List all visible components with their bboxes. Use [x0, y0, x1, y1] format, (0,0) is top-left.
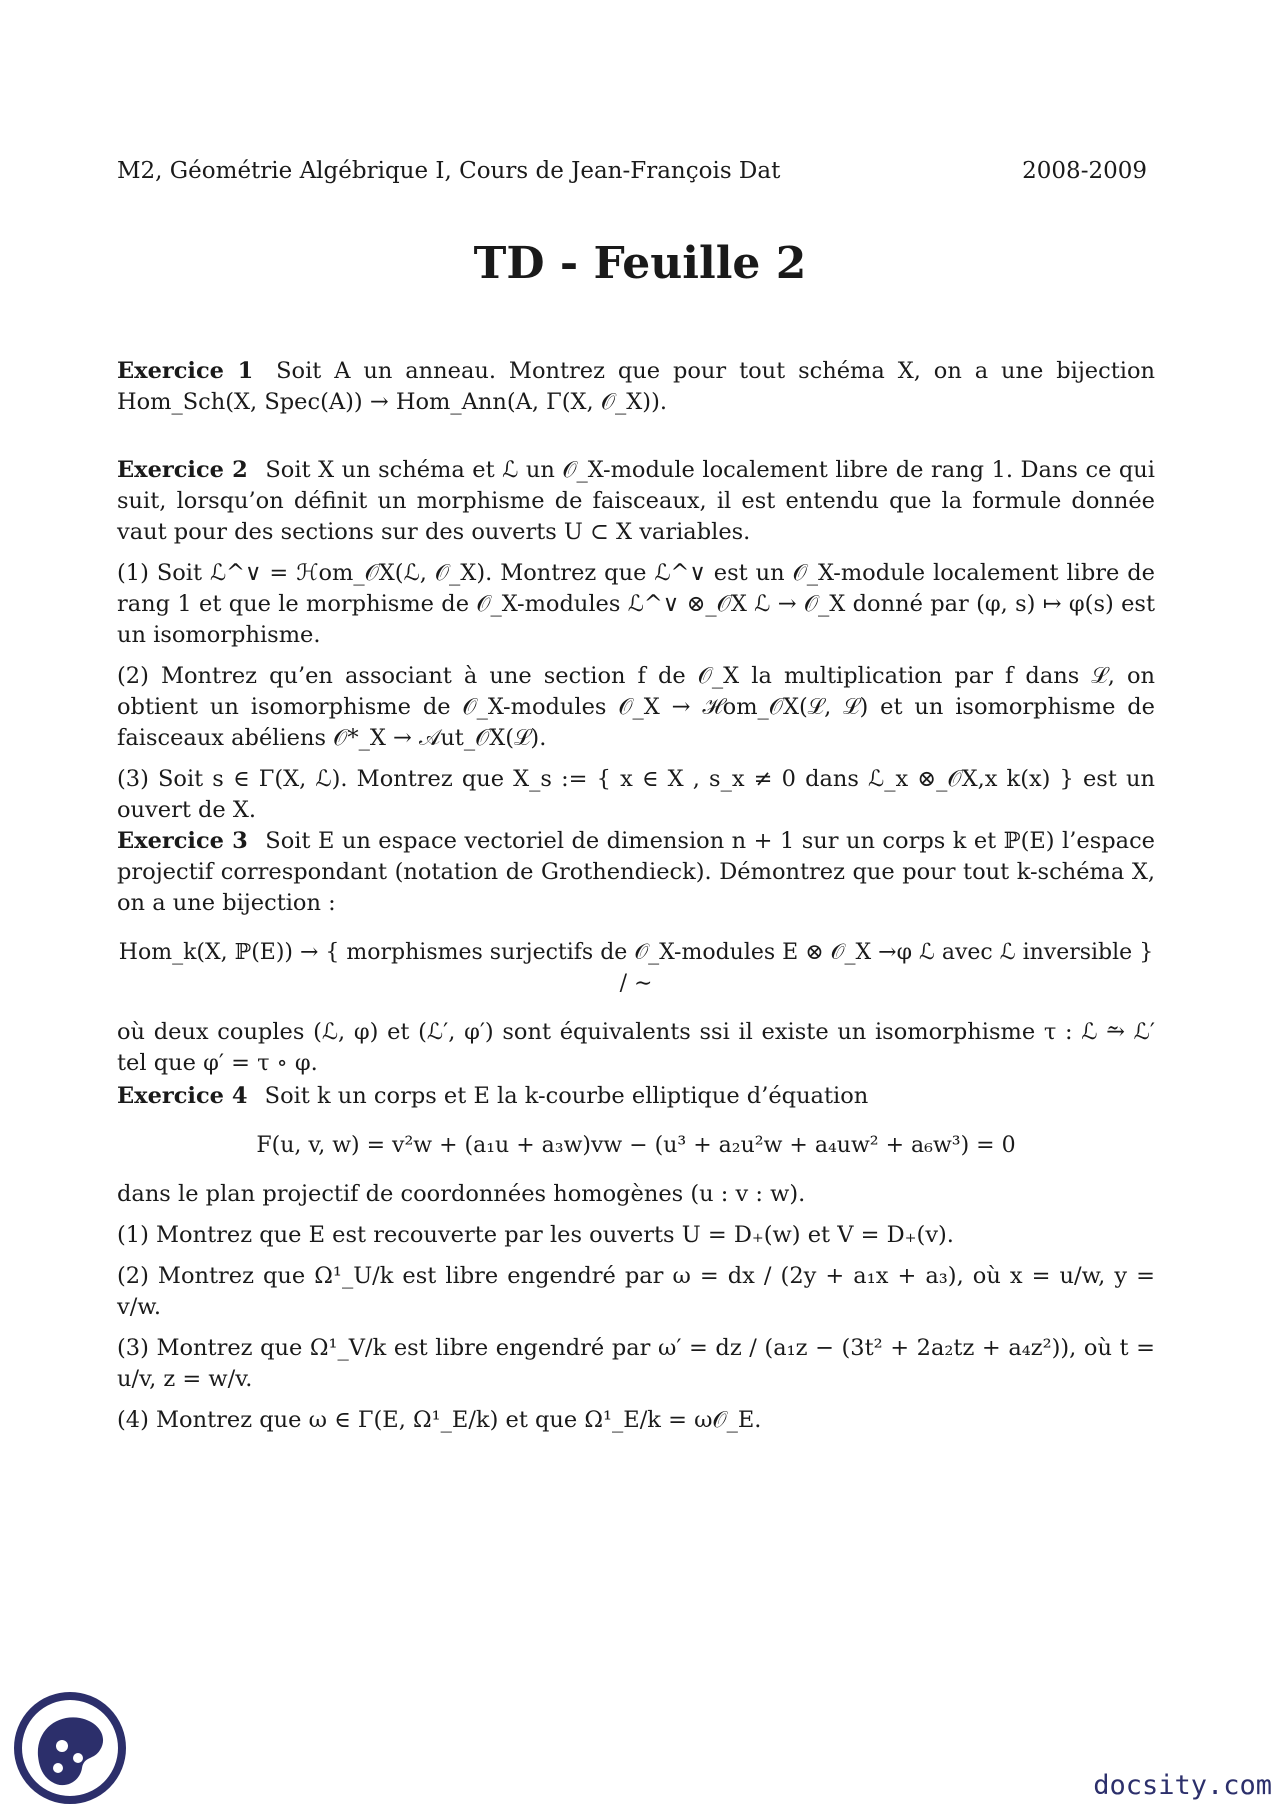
exercise-label: Exercice 4: [117, 1083, 248, 1109]
exercise-2: [117, 455, 1155, 826]
docsity-logo-icon: [8, 1686, 138, 1804]
exercise-3: [117, 826, 1155, 1079]
exercise-item: (1) Soit ℒ^∨ = ℋom_𝒪X(ℒ, 𝒪_X). Montrez que ℒ^∨ est un 𝒪_X-module localement libre de rang 1 et que le morphisme de 𝒪_X-modules ℒ^∨ ⊗_𝒪X ℒ → 𝒪_X donné par (φ, s) ↦ φ(s) est un isomorphisme.: [117, 560, 1155, 648]
exercise-item: (3) Soit s ∈ Γ(X, ℒ). Montrez que X_s := { x ∈ X , s_x ≠ 0 dans ℒ_x ⊗_𝒪X,x k(x) } est un ouvert de X.: [117, 766, 1155, 823]
exercise-text: dans le plan projectif de coordonnées homogènes (u : v : w).: [117, 1181, 806, 1207]
display-formula: F(u, v, w) = v²w + (a₁u + a₃w)vw − (u³ + a₂u²w + a₄uw² + a₆w³) = 0: [256, 1133, 1016, 1158]
exercise-text: Soit E un espace vectoriel de dimension n + 1 sur un corps k et ℙ(E) l’espace projectif correspondant (notation de Grothendieck). Démontrez que pour tout k-schéma X, on a une bijection :: [117, 828, 1155, 916]
page-header: [117, 158, 1147, 184]
exercise-label: Exercice 2: [117, 457, 248, 483]
exercise-item: (2) Montrez que Ω¹_U/k est libre engendré par ω = dx / (2y + a₁x + a₃), où x = u/w, y = v/w.: [117, 1263, 1155, 1320]
exercise-text: Soit X un schéma et ℒ un 𝒪_X-module localement libre de rang 1. Dans ce qui suit, lorsqu’on définit un morphisme de faisceaux, il est entendu que la formule donnée vaut pour des sections sur des ouverts U ⊂ X variables.: [117, 457, 1155, 545]
exercise-text: Soit A un anneau. Montrez que pour tout schéma X, on a une bijection Hom_Sch(X, Spec(A)) → Hom_Ann(A, Γ(X, 𝒪_X)).: [117, 358, 1155, 415]
exercise-label: Exercice 3: [117, 828, 248, 854]
page-title: TD - Feuille 2: [473, 238, 807, 289]
exercise-1: [117, 356, 1155, 418]
exercise-text: où deux couples (ℒ, φ) et (ℒ′, φ′) sont équivalents ssi il existe un isomorphisme τ : ℒ ⥲ ℒ′ tel que φ′ = τ ∘ φ.: [117, 1019, 1155, 1076]
header-year: 2008-2009: [1022, 158, 1147, 184]
exercise-item: (4) Montrez que ω ∈ Γ(E, Ω¹_E/k) et que Ω¹_E/k = ω𝒪_E.: [117, 1407, 762, 1433]
exercise-item: (1) Montrez que E est recouverte par les ouverts U = D₊(w) et V = D₊(v).: [117, 1222, 954, 1248]
exercise-item: (3) Montrez que Ω¹_V/k est libre engendré par ω′ = dz / (a₁z − (3t² + 2a₂tz + a₄z²)), où t = u/v, z = w/v.: [117, 1335, 1155, 1392]
exercise-text: Soit k un corps et E la k-courbe elliptique d’équation: [264, 1083, 869, 1109]
exercise-item: (2) Montrez qu’en associant à une section f de 𝒪_X la multiplication par f dans ℒ, on obtient un isomorphisme de 𝒪_X-modules 𝒪_X → ℋom_𝒪X(ℒ, ℒ) et un isomorphisme de faisceaux abéliens 𝒪*_X → 𝒜ut_𝒪X(ℒ).: [117, 663, 1155, 751]
docsity-watermark[interactable]: docsity.com: [1093, 1770, 1272, 1801]
exercise-4: [117, 1081, 1155, 1436]
header-course: M2, Géométrie Algébrique I, Cours de Jean-François Dat: [117, 158, 781, 184]
exercise-label: Exercice 1: [117, 358, 254, 384]
display-formula: Hom_k(X, ℙ(E)) → { morphismes surjectifs de 𝒪_X-modules E ⊗ 𝒪_X →φ ℒ avec ℒ inversible } / ∼: [118, 940, 1154, 996]
